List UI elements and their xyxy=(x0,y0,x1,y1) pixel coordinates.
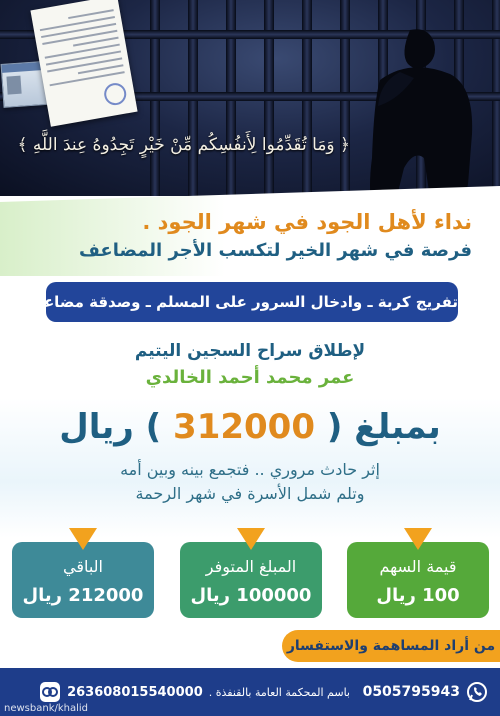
appeal-subtitle: فرصة في شهر الخير لتكسب الأجر المضاعف xyxy=(78,240,472,261)
card-label: قيمة السهم xyxy=(379,557,457,576)
description-line-1: إثر حادث مروري .. فتجمع بينه وبين أمه xyxy=(120,460,380,479)
watermark: newsbank/khalid xyxy=(4,703,89,714)
phone-number[interactable]: 0505795943 xyxy=(362,684,460,700)
card-notch xyxy=(69,528,97,550)
hero-image xyxy=(0,0,500,196)
stamp-icon xyxy=(102,81,127,106)
account-number[interactable]: 263608015540000 xyxy=(67,684,203,700)
card-value: 100000 ريال xyxy=(190,585,312,606)
quran-verse: ﴿ وَمَا تُقَدِّمُوا لِأَنفُسِكُم مِّنْ خَيْرٍ تَجِدُوهُ عِندَ اللَّهِ ﴾ xyxy=(17,135,350,155)
phone-contact[interactable] xyxy=(363,680,488,704)
remaining-amount-card xyxy=(12,542,154,618)
description-line-2: وتلم شمل الأسرة في شهر الرحمة xyxy=(135,484,365,503)
appeal-title: نداء لأهل الجود في شهر الجود . xyxy=(142,210,472,234)
whatsapp-icon xyxy=(466,681,488,703)
release-line: لإطلاق سراح السجين اليتيم xyxy=(134,341,366,361)
amount-value: 312000 xyxy=(173,407,315,447)
card-value: 100 ريال xyxy=(376,585,460,606)
prisoner-silhouette-icon xyxy=(340,20,500,196)
card-label: الباقي xyxy=(62,557,103,576)
card-notch xyxy=(237,528,265,550)
card-notch xyxy=(404,528,432,550)
available-amount-card xyxy=(180,542,322,618)
bank-logo-icon xyxy=(39,681,61,703)
prisoner-name: عمر محمد أحمد الخالدي xyxy=(145,367,355,388)
amount-suffix: ) ريال xyxy=(59,407,162,447)
total-amount xyxy=(0,402,500,452)
share-value-card xyxy=(347,542,489,618)
card-label: المبلغ المتوفر xyxy=(205,557,297,576)
account-holder: باسم المحكمة العامة بالقنفذة . xyxy=(208,685,350,699)
card-value: 212000 ريال xyxy=(22,585,144,606)
goals-banner: تفريج كربة ـ وادخال السرور على المسلم ـ وصدقة مضاعفة xyxy=(46,282,458,322)
bank-account xyxy=(30,680,350,704)
amount-prefix: بمبلغ ( xyxy=(326,407,441,447)
contribute-call-to-action: من أراد المساهمة والاستفسار xyxy=(282,630,500,662)
